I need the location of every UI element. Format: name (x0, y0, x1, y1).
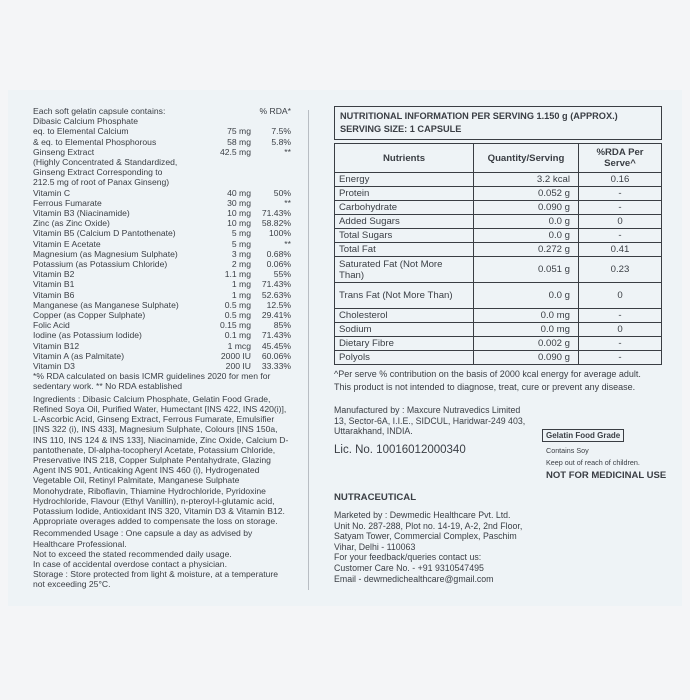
not-medicinal-text: NOT FOR MEDICINAL USE (546, 470, 667, 481)
composition-name: Zinc (as Zinc Oxide) (33, 218, 110, 229)
nutrition-title: NUTRITIONAL INFORMATION PER SERVING 1.150 g (APPROX.) (340, 111, 618, 121)
category-label: NUTRACEUTICAL (334, 492, 417, 503)
gelatin-badge: Gelatin Food Grade (542, 429, 624, 442)
composition-qty: 3 mg (231, 248, 251, 259)
composition-name: Ferrous Fumarate (33, 197, 102, 208)
marketer-line: Unit No. 287-288, Plot no. 14-19, A-2, 2nd Floor, (334, 520, 523, 531)
composition-name: Vitamin B12 (33, 340, 80, 351)
composition-rda: 7.5% (271, 126, 291, 137)
nutrient-qty: 0.0 mg (474, 323, 579, 337)
composition-row (33, 341, 291, 351)
manufacturer-line: Uttarakhand, INDIA. (334, 426, 413, 437)
composition-rda: 71.43% (261, 330, 291, 341)
composition-rda: 60.06% (261, 350, 291, 361)
nutrient-qty: 0.0 mg (474, 309, 579, 323)
nutrient-rda: 0.16 (579, 173, 662, 187)
nutrient-rda: - (579, 351, 662, 365)
composition-name: Copper (as Copper Sulphate) (33, 310, 146, 321)
composition-name: Potassium (as Potassium Chloride) (33, 259, 168, 270)
nutrition-row (335, 257, 662, 283)
customer-care-line: Customer Care No. - +91 9310547495 (334, 562, 484, 573)
nutrition-row (335, 215, 662, 229)
column-divider (308, 110, 309, 590)
composition-qty: 1.1 mg (224, 269, 251, 280)
composition-qty: 5 mg (231, 228, 251, 239)
manufacturer-line: Manufactured by : Maxcure Nutravedics Limited (334, 405, 521, 415)
nutrient-qty: 0.002 g (474, 337, 579, 351)
license-number: Lic. No. 10016012000340 (334, 444, 466, 456)
composition-row (33, 147, 291, 157)
composition-qty (203, 177, 251, 187)
composition-rda: 100% (269, 228, 291, 239)
header-quantity: Quantity/Serving (474, 144, 579, 173)
composition-row (33, 208, 291, 218)
keep-away-text: Keep out of reach of children. (546, 458, 640, 467)
composition-name: Vitamin D3 (33, 361, 75, 372)
composition-qty: 2 mg (231, 259, 251, 270)
composition-qty (203, 116, 251, 126)
composition-name: Manganese (as Manganese Sulphate) (33, 299, 179, 310)
nutrient-name: Cholesterol (335, 309, 474, 323)
composition-qty: 10 mg (227, 218, 251, 229)
composition-qty: 1 mg (231, 279, 251, 290)
nutrient-rda: - (579, 229, 662, 243)
composition-row (33, 126, 291, 136)
composition-qty: 2000 IU (220, 350, 251, 361)
not-exceed-text: Not to exceed the stated recommended daily usage. (33, 548, 232, 559)
nutrient-name: Saturated Fat (Not More Than) (335, 257, 474, 283)
nutrient-qty: 0.272 g (474, 243, 579, 257)
composition-row (33, 249, 291, 259)
composition-rda (251, 157, 291, 167)
composition-rda: 50% (273, 187, 291, 198)
manufacturer-block (334, 405, 564, 437)
composition-rda: 12.5% (266, 299, 291, 310)
nutrient-name: Dietary Fibre (335, 337, 474, 351)
composition-row (33, 310, 291, 320)
composition-row (33, 330, 291, 340)
composition-qty: 30 mg (227, 197, 251, 208)
nutrition-header-row (335, 144, 662, 173)
header-rda: %RDA Per Serve^ (579, 144, 662, 173)
marketer-line: Satyam Tower, Commercial Complex, Paschim (334, 531, 517, 542)
composition-name: & eq. to Elemental Phosphorous (33, 136, 157, 147)
nutrient-name: Polyols (335, 351, 474, 365)
nutrient-rda: - (579, 337, 662, 351)
composition-row (33, 239, 291, 249)
composition-header-right: % RDA* (259, 106, 291, 116)
composition-name: Folic Acid (33, 320, 70, 331)
nutrient-rda: 0.41 (579, 243, 662, 257)
composition-rda: 85% (273, 320, 291, 331)
composition-rda: 33.33% (261, 361, 291, 372)
nutrient-qty: 0.0 g (474, 215, 579, 229)
composition-header-left: Each soft gelatin capsule contains: (33, 106, 166, 116)
composition-row (33, 218, 291, 228)
composition-qty (203, 167, 251, 177)
composition-row (33, 228, 291, 238)
manufacturer-line: 13, Sector-6A, I.I.E., SIDCUL, Haridwar-249 403, (334, 415, 526, 426)
composition-name: Vitamin B2 (33, 269, 75, 280)
contains-soy-text: Contains Soy (546, 446, 589, 455)
composition-row (33, 320, 291, 330)
composition-name: Vitamin B6 (33, 289, 75, 300)
nutrition-row (335, 323, 662, 337)
feedback-line: For your feedback/queries contact us: (334, 552, 482, 563)
nutrition-row (335, 201, 662, 215)
composition-name: Vitamin A (as Palmitate) (33, 350, 125, 361)
nutrition-title-box (334, 106, 662, 140)
composition-header (33, 106, 291, 116)
nutrition-row (335, 283, 662, 309)
composition-row (33, 157, 291, 167)
nutrition-column (334, 106, 662, 393)
nutrition-row (335, 173, 662, 187)
composition-qty: 40 mg (227, 187, 251, 198)
nutrition-row (335, 243, 662, 257)
nutrient-name: Added Sugars (335, 215, 474, 229)
overdose-text: In case of accidental overdose contact a physician. (33, 558, 227, 569)
nutrient-name: Protein (335, 187, 474, 201)
nutrient-rda: - (579, 201, 662, 215)
nutrient-name: Trans Fat (Not More Than) (335, 283, 474, 309)
nutrition-table (334, 143, 662, 365)
nutrient-rda: 0 (579, 215, 662, 229)
composition-name: Magnesium (as Magnesium Sulphate) (33, 248, 178, 259)
composition-qty: 0.5 mg (224, 299, 251, 310)
composition-qty (203, 157, 251, 167)
composition-name: (Highly Concentrated & Standardized, (33, 157, 178, 168)
composition-qty: 200 IU (225, 361, 251, 372)
nutrient-qty: 0.0 g (474, 229, 579, 243)
composition-row (33, 361, 291, 371)
composition-row (33, 300, 291, 310)
nutrient-rda: 0 (579, 283, 662, 309)
composition-list (33, 116, 291, 371)
composition-qty: 0.5 mg (224, 310, 251, 321)
composition-name: Ginseng Extract (33, 146, 95, 157)
composition-rda: 5.8% (271, 136, 291, 147)
nutrition-row (335, 229, 662, 243)
composition-rda: 71.43% (261, 208, 291, 219)
nutrient-name: Carbohydrate (335, 201, 474, 215)
composition-qty: 58 mg (227, 136, 251, 147)
nutrient-qty: 0.090 g (474, 351, 579, 365)
marketer-line: Vihar, Delhi - 110063 (334, 541, 416, 552)
composition-rda: 58.82% (261, 218, 291, 229)
nutrient-rda: - (579, 187, 662, 201)
nutrient-qty: 0.052 g (474, 187, 579, 201)
storage-text: Storage : Store protected from light & moisture, at a temperature not exceeding 25°C. (33, 569, 279, 590)
composition-qty: 0.1 mg (224, 330, 251, 341)
nutrient-name: Sodium (335, 323, 474, 337)
composition-name: Vitamin B5 (Calcium D Pantothenate) (33, 228, 176, 239)
composition-row (33, 351, 291, 361)
composition-name: eq. to Elemental Calcium (33, 126, 129, 137)
header-nutrients: Nutrients (335, 144, 474, 173)
nutrient-name: Total Sugars (335, 229, 474, 243)
composition-name: Ginseng Extract Corresponding to (33, 167, 163, 178)
composition-row (33, 177, 291, 187)
nutrient-rda: 0 (579, 323, 662, 337)
composition-qty: 42.5 mg (219, 146, 251, 157)
composition-name: Vitamin C (33, 187, 71, 198)
nutrient-rda: 0.23 (579, 257, 662, 283)
composition-qty: 5 mg (231, 238, 251, 249)
usage-text: Recommended Usage : One capsule a day as advised by Healthcare Professional. (33, 528, 253, 549)
composition-row (33, 188, 291, 198)
composition-row (33, 279, 291, 289)
composition-qty: 1 mg (231, 289, 251, 300)
overages-text: Appropriate overages added to compensate the loss on storage. (33, 516, 278, 527)
composition-row (33, 290, 291, 300)
composition-name: 212.5 mg of root of Panax Ginseng) (33, 177, 170, 188)
nutrient-name: Total Fat (335, 243, 474, 257)
marketing-block (334, 510, 664, 584)
composition-rda: 0.06% (266, 259, 291, 270)
composition-column (33, 106, 291, 590)
composition-name: Vitamin B1 (33, 279, 75, 290)
composition-rda: ** (284, 146, 291, 157)
composition-row (33, 167, 291, 177)
composition-rda: 29.41% (261, 310, 291, 321)
nutrition-footnote: ^Per serve % contribution on the basis of 2000 kcal energy for average adult. (334, 369, 641, 379)
composition-row (33, 137, 291, 147)
composition-qty: 75 mg (227, 126, 251, 137)
composition-row (33, 269, 291, 279)
nutrient-rda: - (579, 309, 662, 323)
composition-row (33, 259, 291, 269)
email-line: Email - dewmedichealthcare@gmail.com (334, 573, 494, 584)
nutrition-row (335, 309, 662, 323)
composition-name: Dibasic Calcium Phosphate (33, 116, 139, 127)
composition-rda (251, 167, 291, 177)
nutrient-qty: 0.0 g (474, 283, 579, 309)
composition-qty: 10 mg (227, 208, 251, 219)
nutrient-qty: 0.090 g (474, 201, 579, 215)
composition-row (33, 116, 291, 126)
composition-rda: 71.43% (261, 279, 291, 290)
composition-name: Iodine (as Potassium Iodide) (33, 330, 142, 341)
composition-name: Vitamin B3 (Niacinamide) (33, 208, 130, 219)
composition-rda: ** (284, 238, 291, 249)
nutrient-qty: 3.2 kcal (474, 173, 579, 187)
nutrition-row (335, 351, 662, 365)
composition-qty: 1 mcg (227, 340, 251, 351)
composition-rda (251, 177, 291, 187)
ingredients-text: Ingredients : Dibasic Calcium Phosphate, Gelatin Food Grade, Refined Soya Oil, Purified Water, Humectant [INS 422, INS 420(i)], L-Ascorbic Acid, Ginseng Extract, Ferrous Fumarate, Emulsifier [INS 322 (i), INS 433], Magnesium Sulphate, Colours [INS 150a, INS 110, INS 124 & INS 133], Niacinamide, Zinc Oxide, Calcium D-pantothenate, Dl-alpha-tocopheryl Acetate, Potassium Chloride, Preservative INS 218, Copper Sulphate Pentahydrate, Glazing Agent INS 901, Anticaking Agent INS 460 (i), Hydrogenated Vegetable Oil, Retinyl Palmitate, Manganese Sulphate Monohydrate, Riboflavin, Thiamine Hydrochloride, Pyridoxine Hydrochloride, Flavour (Ethyl Vanillin), n-pteroyl-l-glutamic acid, Potassium Iodide, Antioxidant INS 320, Vitamin D3 & Vitamin B12. (33, 393, 289, 516)
serving-size: SERVING SIZE: 1 CAPSULE (340, 124, 462, 134)
composition-rda: 45.45% (261, 340, 291, 351)
composition-name: Vitamin E Acetate (33, 238, 101, 249)
composition-rda: ** (284, 197, 291, 208)
disclaimer-text: This product is not intended to diagnose, treat, cure or prevent any disease. (334, 382, 636, 393)
composition-rda (251, 116, 291, 126)
composition-qty: 0.15 mg (219, 320, 251, 331)
nutrition-row (335, 187, 662, 201)
composition-footnote: *% RDA calculated on basis ICMR guidelines 2020 for men for sedentary work. ** No RDA established (33, 371, 271, 392)
nutrition-row (335, 337, 662, 351)
composition-rda: 52.63% (261, 289, 291, 300)
marketer-line: Marketed by : Dewmedic Healthcare Pvt. Ltd. (334, 510, 511, 520)
nutrient-qty: 0.051 g (474, 257, 579, 283)
nutrient-name: Energy (335, 173, 474, 187)
composition-row (33, 198, 291, 208)
composition-rda: 0.68% (266, 248, 291, 259)
composition-rda: 55% (273, 269, 291, 280)
